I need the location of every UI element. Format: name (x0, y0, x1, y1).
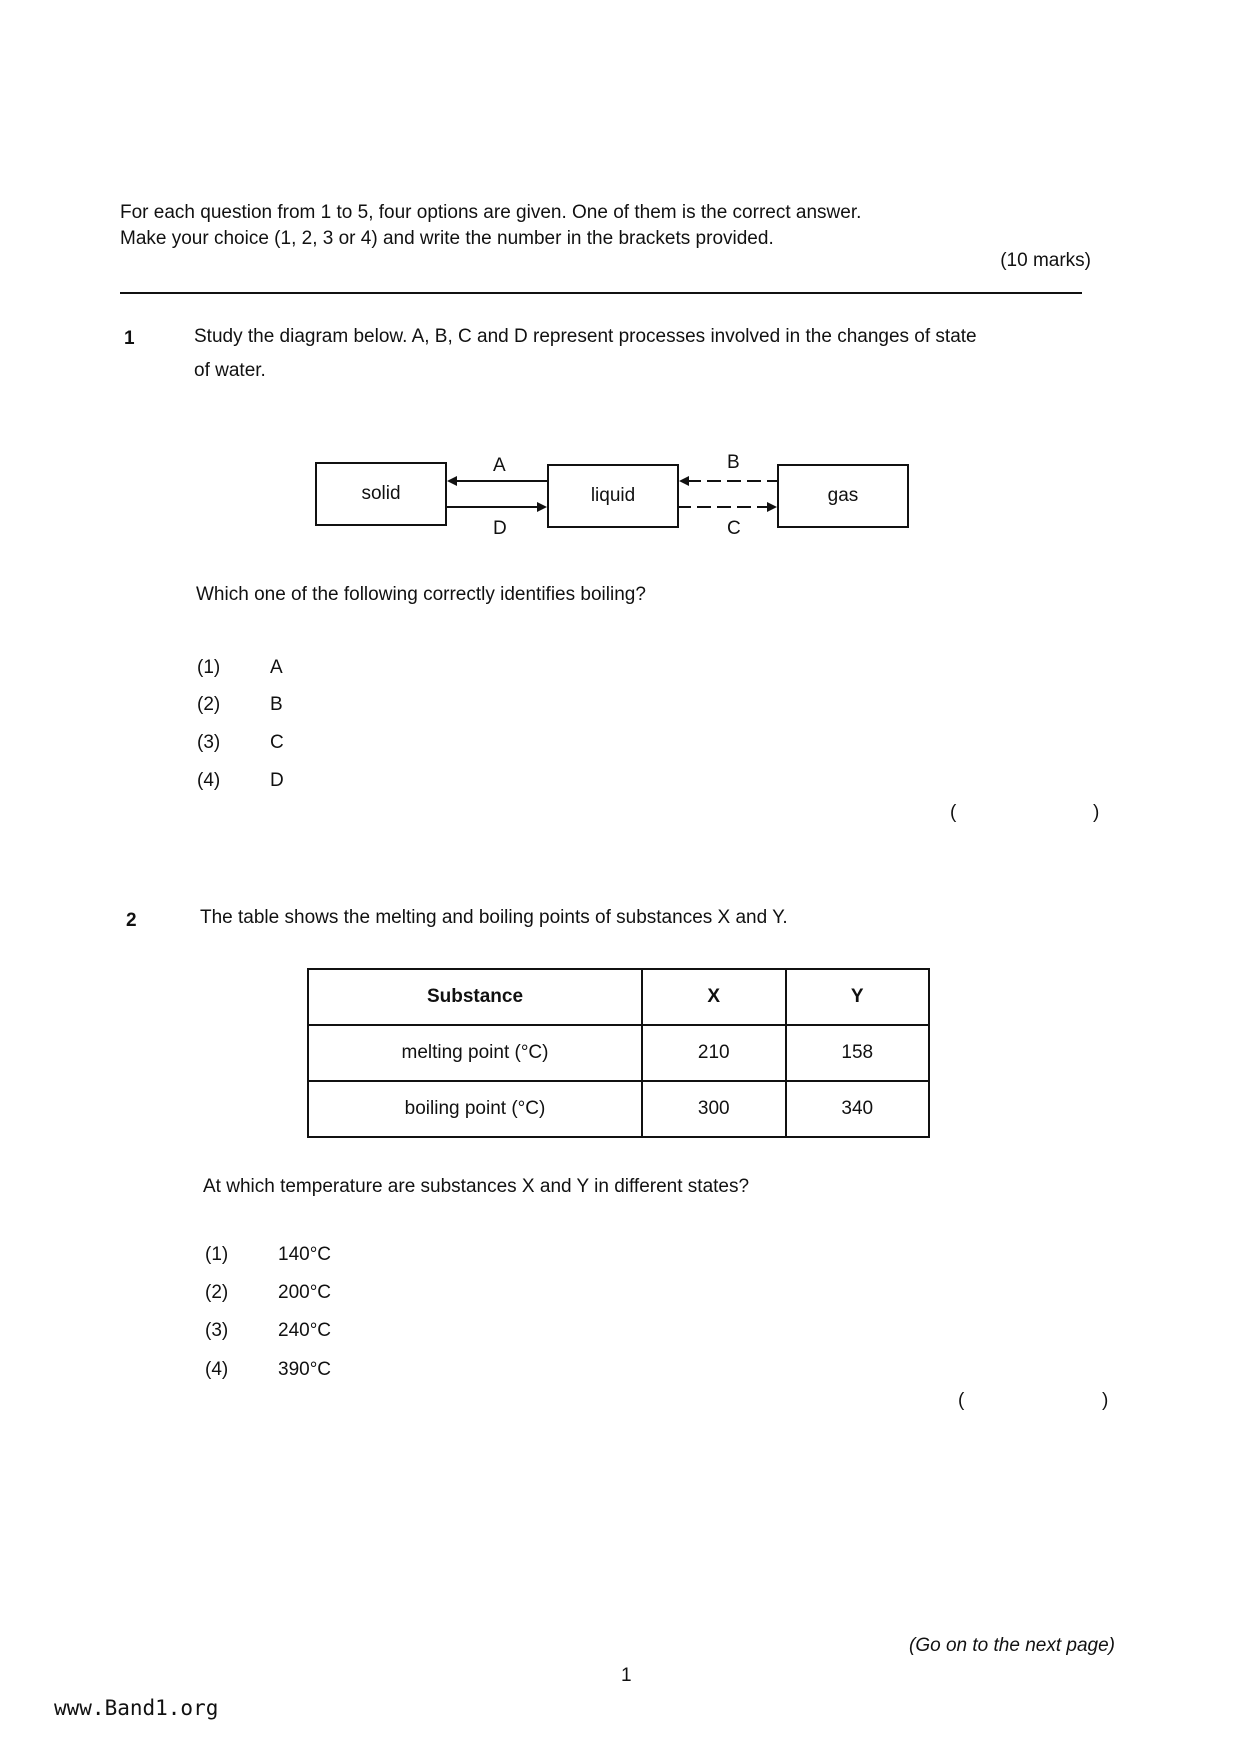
option-text: 200°C (278, 1282, 332, 1303)
cell-y: 340 (786, 1081, 930, 1137)
q2-number: 2 (126, 910, 137, 931)
cell-x: 210 (642, 1025, 786, 1081)
header-substance: Substance (308, 969, 642, 1025)
liquid-box: liquid (547, 464, 679, 528)
header-y: Y (786, 969, 930, 1025)
page-number: 1 (621, 1665, 632, 1686)
divider (120, 292, 1082, 294)
option-number: (4) (197, 770, 221, 791)
table-row (308, 1081, 929, 1137)
option-number: (4) (205, 1359, 229, 1380)
option-text: C (270, 732, 284, 753)
cell-y: 158 (786, 1025, 930, 1081)
row-label: melting point (°C) (308, 1025, 642, 1081)
option-text: D (270, 770, 284, 791)
option-number: (2) (197, 694, 221, 715)
label-C: C (727, 518, 741, 539)
option-text: 390°C (278, 1359, 332, 1380)
table-header-row (308, 969, 929, 1025)
instructions-line-1: For each question from 1 to 5, four options are given. One of them is the correct answer. (120, 202, 862, 223)
melting-boiling-table (307, 968, 930, 1138)
next-page-note: (Go on to the next page) (909, 1635, 1115, 1656)
marks-label: (10 marks) (1000, 250, 1091, 271)
table-row (308, 1025, 929, 1081)
gas-box: gas (777, 464, 909, 528)
q1-text-line-2: of water. (194, 360, 266, 381)
q2-answer-bracket-open[interactable]: ( (958, 1390, 965, 1411)
arrowhead-C (767, 502, 777, 512)
header-x: X (642, 969, 786, 1025)
q2-text: The table shows the melting and boiling points of substances X and Y. (200, 907, 788, 928)
q2-answer-bracket-close[interactable]: ) (1102, 1390, 1109, 1411)
cell-x: 300 (642, 1081, 786, 1137)
label-D: D (493, 518, 507, 539)
arrowhead-B (679, 476, 689, 486)
watermark: www.Band1.org (54, 1696, 219, 1720)
option-number: (3) (205, 1320, 229, 1341)
option-number: (1) (197, 657, 221, 678)
q1-question: Which one of the following correctly identifies boiling? (196, 584, 646, 605)
option-text: 140°C (278, 1244, 332, 1265)
q1-text-line-1: Study the diagram below. A, B, C and D represent processes involved in the changes of state (194, 326, 977, 347)
option-text: 240°C (278, 1320, 332, 1341)
q1-number: 1 (124, 328, 135, 349)
q1-answer-bracket-open[interactable]: ( (950, 802, 957, 823)
arrowhead-A (447, 476, 457, 486)
label-A: A (493, 455, 506, 476)
option-text: A (270, 657, 283, 678)
row-label: boiling point (°C) (308, 1081, 642, 1137)
instructions-line-2: Make your choice (1, 2, 3 or 4) and write the number in the brackets provided. (120, 228, 774, 249)
label-B: B (727, 452, 740, 473)
option-number: (3) (197, 732, 221, 753)
q1-answer-bracket-close[interactable]: ) (1093, 802, 1100, 823)
solid-box: solid (315, 462, 447, 526)
option-number: (1) (205, 1244, 229, 1265)
option-number: (2) (205, 1282, 229, 1303)
arrowhead-D (537, 502, 547, 512)
option-text: B (270, 694, 283, 715)
q2-question: At which temperature are substances X and Y in different states? (203, 1176, 750, 1197)
